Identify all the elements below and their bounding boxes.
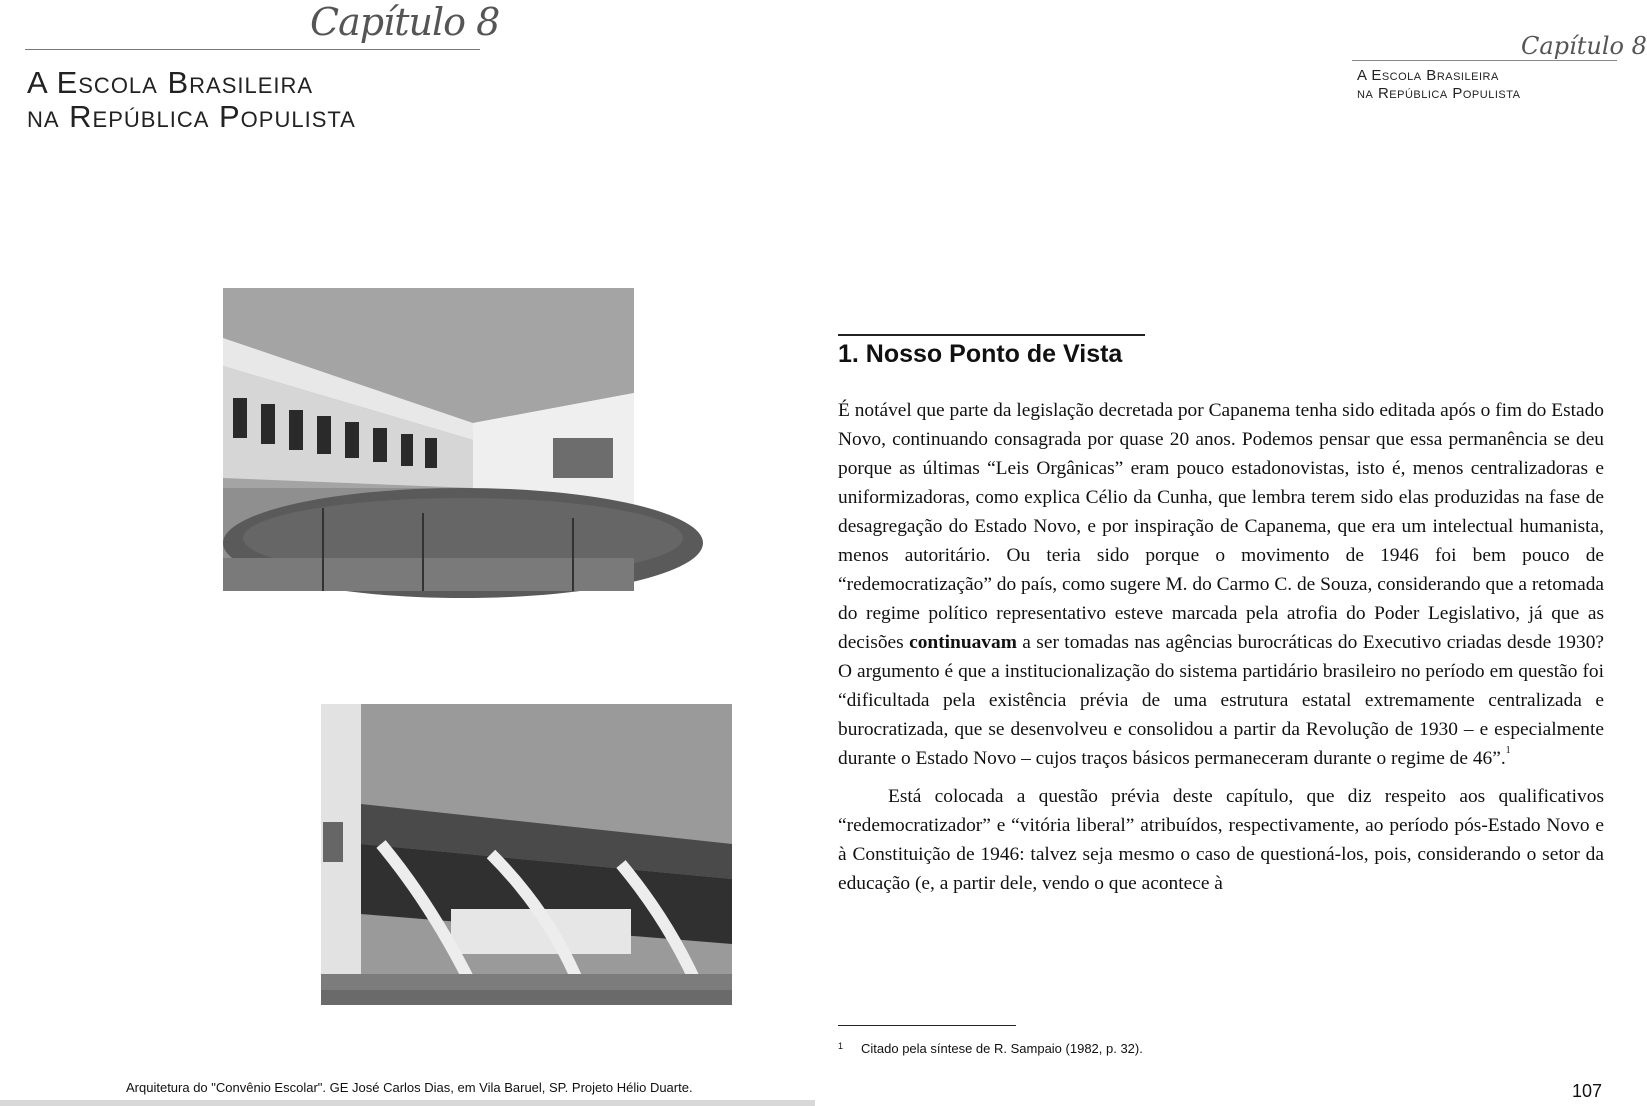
chapter-title-right-line2: na República Populista: [1357, 85, 1521, 102]
footnote: [838, 1041, 1143, 1056]
chapter-title-right-line1: A Escola Brasileira: [1357, 67, 1499, 84]
paragraph-1-bold-word: continuavam: [909, 632, 1017, 653]
chapter-rule-right: [1352, 60, 1617, 61]
footnote-rule: [838, 1025, 1016, 1026]
chapter-title-left-line2: na República Populista: [27, 99, 356, 134]
paragraph-1-text-b: a ser tomadas nas agências burocráticas do Executivo criadas desde 1930? O argumento é que a institucionalização do sistema partidário brasileiro no período em questão foi “dificultada pela existência prévia de uma estrutura estatal extremamente centralizada e burocratizada, que se desenvolveu e consolidou a partir da Revolução de 1930 – e especialmente durante o Estado Novo – cujos traços básicos permaneceram durante o regime de 46”.: [838, 632, 1604, 769]
footnote-mark: 1: [838, 1041, 844, 1051]
chapter-title-left: [27, 66, 356, 134]
page-bottom-edge: [0, 1100, 815, 1106]
chapter-title-right: [1357, 67, 1520, 103]
chapter-rule-left: [25, 49, 480, 50]
paragraph-1: [838, 396, 1604, 773]
section-rule: [838, 334, 1145, 336]
paragraph-1-text-a: É notável que parte da legislação decretada por Capanema tenha sido editada após o fim do Estado Novo, continuando consagrada por quase 20 anos. Podemos pensar que essa permanência se deu porque as últimas “Leis Orgânicas” eram pouco estadonovistas, isto é, menos centralizadoras e uniformizadoras, como explica Célio da Cunha, que lembra terem sido elas produzidas na fase de desagregação do Estado Novo, e por inspiração de Capanema, que era um intelectual humanista, menos autoritário. Ou teria sido porque o movimento de 1946 foi bem pouco de “redemocratização” do país, como sugere M. do Carmo C. de Souza, considerando que a retomada do regime político representativo esteve marcada pela atrofia do Poder Legislativo, já que as decisões: [838, 400, 1604, 653]
photo-caption: Arquitetura do "Convênio Escolar". GE José Carlos Dias, em Vila Baruel, SP. Projeto Hélio Duarte.: [126, 1080, 693, 1095]
footnote-text: Citado pela síntese de R. Sampaio (1982, p. 32).: [861, 1041, 1143, 1056]
page-number: 107: [1572, 1081, 1603, 1101]
body-text: [838, 396, 1604, 898]
school-canopy-photo: [321, 704, 732, 1005]
footnote-reference[interactable]: 1: [1505, 745, 1511, 756]
paragraph-2: Está colocada a questão prévia deste capítulo, que diz respeito aos qualificativos “redemocratizador” e “vitória liberal” atribuídos, respectivamente, ao período pós-Estado Novo e à Constituição de 1946: talvez seja mesmo o caso de questioná-los, pois, considerando o setor da educação (e, a partir dele, vendo o que acontece à: [838, 786, 1604, 894]
chapter-label-right: Capítulo 8: [1521, 32, 1647, 60]
chapter-label-left: Capítulo 8: [310, 0, 500, 44]
section-heading: 1. Nosso Ponto de Vista: [838, 340, 1123, 368]
chapter-title-left-line1: A Escola Brasileira: [27, 65, 314, 100]
school-building-photo: [223, 288, 634, 591]
